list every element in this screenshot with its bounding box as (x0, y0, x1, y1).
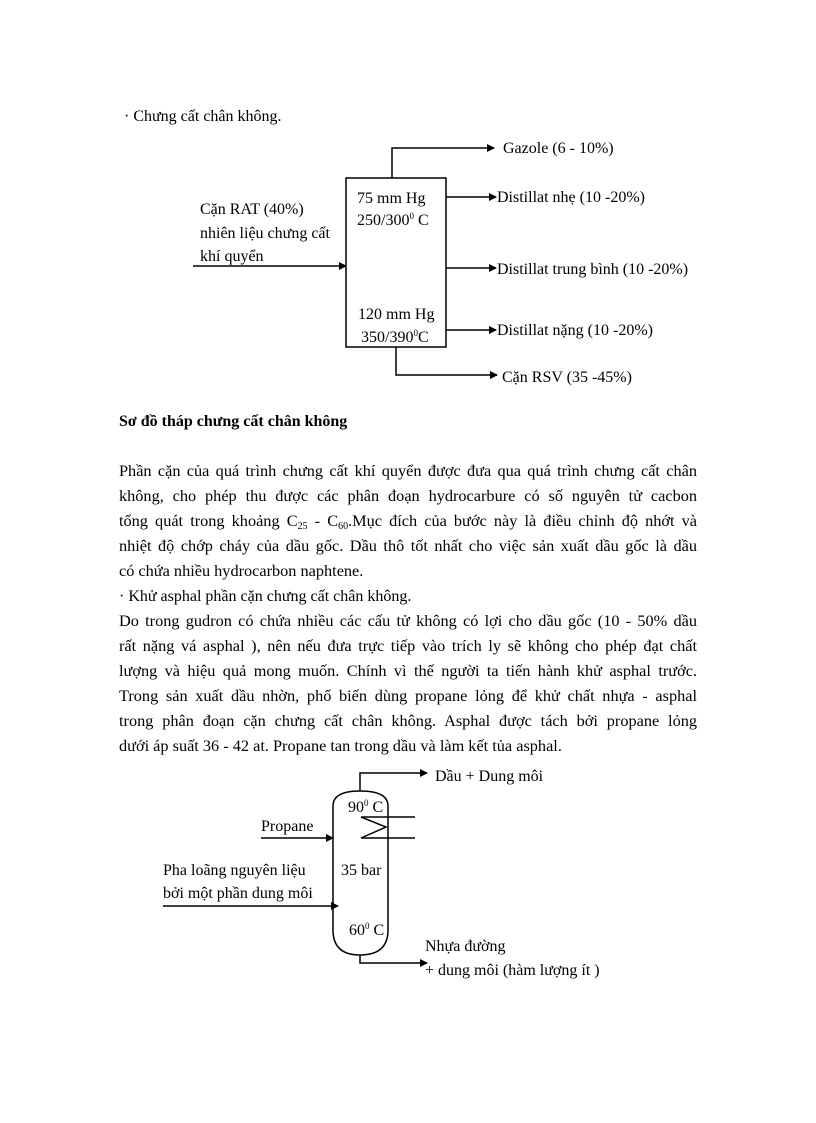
residue-label: Cặn RSV (35 -45%) (502, 369, 632, 386)
feed-label-line2: nhiên liệu chưng cất (200, 225, 330, 242)
feed-label-line2: bởi một phần dung môi (163, 885, 313, 902)
paragraph2-line: dưới áp suất 36 - 42 at. Propane tan trong dầu và làm kết tủa asphal. (119, 736, 562, 755)
light-distillate-label: Distillat nhẹ (10 -20%) (497, 189, 645, 206)
paragraph1-line: Phần cặn của quá trình chưng cất khí quyển được đưa qua quá trình chưng cất chân (119, 461, 697, 480)
text-run: .Mục đích của bước này là điều chỉnh độ nhớt và (348, 511, 697, 530)
section-heading-vacuum-distillation (124, 107, 282, 127)
top-output-label: Dầu + Dung môi (435, 768, 544, 785)
bottom-output-label-line1: Nhựa đường (425, 938, 506, 955)
paragraph2-line: trong phân đoạn cặn chưng cất chân không. Asphal được tách bởi propane lỏng (119, 711, 697, 730)
temp-value: 60 (349, 922, 365, 939)
medium-distillate-label: Distillat trung bình (10 -20%) (497, 261, 689, 278)
diagram-caption: Sơ đồ tháp chưng cất chân không (119, 413, 348, 430)
temp-unit: C (417, 212, 429, 229)
heavy-distillate-label: Distillat nặng (10 -20%) (497, 322, 653, 339)
degree-mark: 0 (365, 921, 370, 931)
paragraph2-line: Do trong gudron có chứa nhiều các cấu tử không có lợi cho dầu gốc (10 - 50% dầu (119, 611, 697, 630)
degree-mark: 0 (364, 798, 369, 808)
subscript: 25 (297, 521, 308, 532)
degree-mark: 0 (413, 328, 418, 338)
pressure-label: 35 bar (341, 862, 382, 879)
section-title: Khử asphal phần cặn chưng cất chân không. (128, 588, 412, 605)
text-run: tổng quát trong khoảng C (119, 511, 298, 530)
paragraph1-line: có chứa nhiều hydrocarbon naphtene. (119, 561, 364, 580)
section-heading-deasphalting (119, 587, 411, 607)
top-temp-label (357, 211, 429, 231)
bottom-temp-label (361, 328, 429, 348)
paragraph1-line: không, cho phép thu được các phân đoạn hydrocarbure có số nguyên tử cacbon (119, 486, 697, 505)
paragraph2-line: rất nặng vá asphal ), nên nếu đưa trực tiếp vào trích ly sẽ không cho phép đạt chất (119, 636, 697, 655)
temp-unit: C (372, 799, 384, 816)
temp-unit: C (373, 922, 385, 939)
bottom-output-arrow (360, 955, 427, 963)
feed-label-line3: khí quyển (200, 248, 264, 265)
top-pressure-label: 75 mm Hg (357, 190, 426, 207)
propane-label: Propane (261, 818, 314, 835)
bullet: · (119, 588, 125, 605)
temp-value: 90 (348, 799, 364, 816)
paragraph2-line: Trong sản xuất dầu nhờn, phổ biến dùng propane lỏng để khử chất nhựa - asphal (119, 686, 697, 705)
top-temp-value: 250/300 (357, 212, 410, 229)
bottom-temp-value: 350/390 (361, 329, 414, 346)
gazole-label: Gazole (6 - 10%) (503, 140, 614, 157)
bottom-temp-label (349, 921, 384, 941)
top-output-arrow (360, 773, 427, 791)
bottom-pressure-label: 120 mm Hg (358, 306, 435, 323)
gazole-arrow (392, 148, 494, 178)
degree-mark: 0 (409, 211, 414, 221)
bullet: · (124, 108, 130, 125)
paragraph2-line: lượng và hiệu quả mong muốn. Chính vì thế người ta tiến hành khử asphal trước. (119, 661, 697, 680)
section-title: Chưng cất chân không. (133, 108, 282, 125)
paragraph1-line (119, 511, 697, 531)
top-temp-label (348, 798, 383, 818)
subscript: 60 (338, 521, 349, 532)
bottom-output-label-line2: + dung môi (hàm lượng ít ) (425, 962, 600, 979)
cooler-zigzag (361, 817, 386, 838)
feed-label-line1: Pha loãng nguyên liệu (163, 862, 306, 879)
feed-label-line1: Cặn RAT (40%) (200, 201, 304, 218)
temp-unit: C (417, 329, 429, 346)
paragraph1-line: nhiệt độ chớp cháy của dầu gốc. Dầu thô tốt nhất cho việc sản xuất dầu gốc là dầu (119, 536, 697, 555)
residue-arrow (396, 347, 497, 375)
text-run: - C (307, 511, 339, 530)
